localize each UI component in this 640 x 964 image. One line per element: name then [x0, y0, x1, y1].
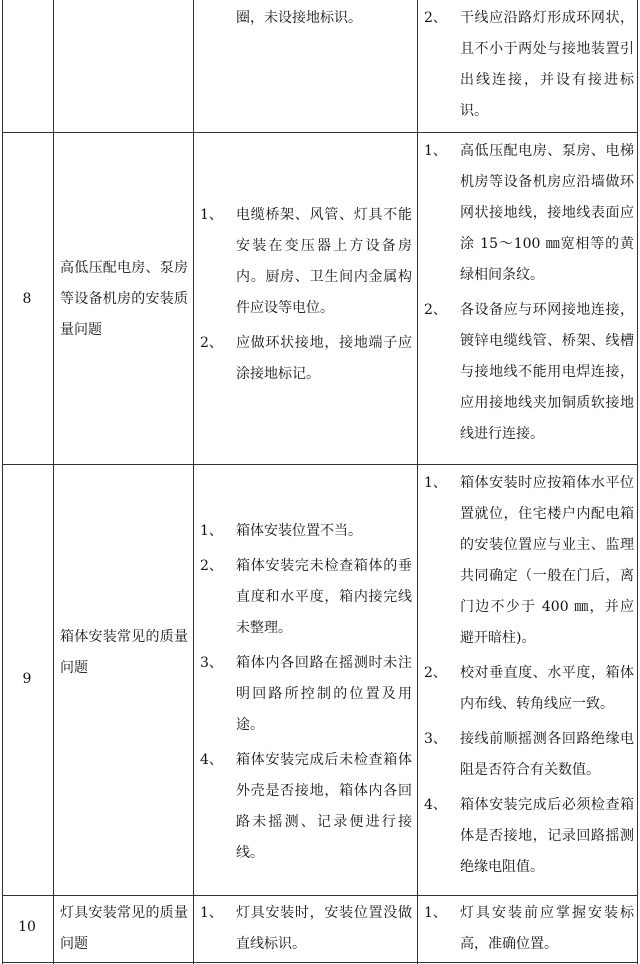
causes-cell — [200, 200, 412, 390]
issue-title: 箱体安装常见的质量问题 — [60, 629, 188, 676]
measures-cell — [424, 3, 634, 127]
list-item — [424, 468, 634, 654]
list-item — [424, 136, 634, 291]
measure-text: 灯具安装前应掌握安装标高，准确位置。 — [460, 905, 634, 952]
measure-text: 各设备应与环网接地连接，镀锌电缆线管、桥架、线槽与接地线不能用电焊连接，应用接地线夹加铜质软接地线进行连接。 — [460, 302, 634, 442]
list-item — [424, 3, 634, 127]
list-marker: 2、 — [424, 302, 447, 318]
table-border-bottom — [2, 962, 638, 963]
issue-title: 高低压配电房、泵房等设备机房的安装质量问题 — [60, 260, 188, 338]
row-number: 8 — [22, 291, 32, 307]
cause-text: 箱体安装完成后未检查箱体外壳是否接地，箱体内各回路未摇测、记录便进行接线。 — [236, 752, 412, 861]
measures-cell — [424, 468, 634, 883]
cause-text: 应做环状接地，接地端子应涂接地标记。 — [236, 335, 412, 382]
causes-cell — [200, 898, 412, 960]
list-item — [200, 551, 412, 644]
measure-text: 高低压配电房、泵房、电梯机房等设备机房应沿墙做环网状接地线，接地线表面应涂 15～100 ㎜宽相等的黄绿相间条纹。 — [460, 143, 634, 283]
cause-text: 灯具安装时，安装位置没做直线标识。 — [236, 905, 412, 952]
list-marker: 2、 — [200, 335, 223, 351]
cause-text: 圈，未设接地标识。 — [236, 10, 362, 26]
cause-text: 箱体安装完未检查箱体的垂直度和水平度，箱内接完线未整理。 — [236, 558, 412, 636]
list-marker: 1、 — [424, 905, 447, 921]
measures-cell — [424, 898, 634, 960]
list-marker: 2、 — [200, 558, 223, 574]
list-item — [424, 658, 634, 720]
list-item — [200, 200, 412, 324]
column-divider-2 — [193, 0, 194, 964]
list-item — [200, 3, 412, 34]
table-border-right — [637, 0, 638, 964]
list-marker: 3、 — [200, 655, 223, 671]
row-divider — [2, 132, 638, 133]
measure-text: 干线应沿路灯形成环网状，且不小于两处与接地装置引出线连接，并设有接进标识。 — [460, 10, 634, 119]
column-divider-3 — [417, 0, 418, 964]
list-marker: 1、 — [200, 905, 223, 921]
row-divider — [2, 895, 638, 896]
causes-cell — [200, 516, 412, 869]
cause-text: 电缆桥架、风管、灯具不能安装在变压器上方设备房内。厨房、卫生间内金属构件应设等电位。 — [236, 207, 412, 316]
list-item — [200, 745, 412, 869]
table-border-left — [2, 0, 3, 964]
measure-text: 校对垂直度、水平度，箱体内布线、转角线应一致。 — [460, 665, 634, 712]
list-marker: 2、 — [424, 665, 447, 681]
measure-text: 接线前顺摇测各回路绝缘电阻是否符合有关数值。 — [460, 731, 634, 778]
row-number: 9 — [22, 671, 32, 687]
list-item — [200, 516, 412, 547]
list-marker: 4、 — [424, 797, 447, 813]
cause-text: 箱体安装位置不当。 — [236, 523, 362, 539]
column-divider-1 — [53, 0, 54, 964]
list-marker: 2、 — [424, 10, 447, 26]
list-item — [200, 898, 412, 960]
list-item — [424, 724, 634, 786]
list-marker: 1、 — [424, 143, 447, 159]
issue-title: 灯具安装常见的质量问题 — [60, 905, 188, 952]
list-item — [200, 648, 412, 741]
list-marker: 3、 — [424, 731, 447, 747]
measure-text: 箱体安装完成后必须检查箱体是否接地，记录回路摇测绝缘电阻值。 — [460, 797, 634, 875]
list-item — [424, 295, 634, 450]
list-marker: 1、 — [200, 523, 223, 539]
list-marker: 1、 — [424, 475, 447, 491]
row-number: 10 — [18, 919, 36, 935]
measure-text: 箱体安装时应按箱体水平位置就位，住宅楼户内配电箱的安装位置应与业主、监理共同确定（一般在门后，离门边不少于 400 ㎜，并应避开暗柱)。 — [460, 475, 634, 646]
list-item — [200, 328, 412, 390]
measures-cell — [424, 136, 634, 450]
cause-text: 箱体内各回路在摇测时未注明回路所控制的位置及用途。 — [236, 655, 412, 733]
list-marker: 4、 — [200, 752, 223, 768]
list-item — [424, 898, 634, 960]
causes-cell — [200, 3, 412, 34]
row-divider — [2, 464, 638, 465]
list-marker: 1、 — [200, 207, 223, 223]
list-item — [424, 790, 634, 883]
